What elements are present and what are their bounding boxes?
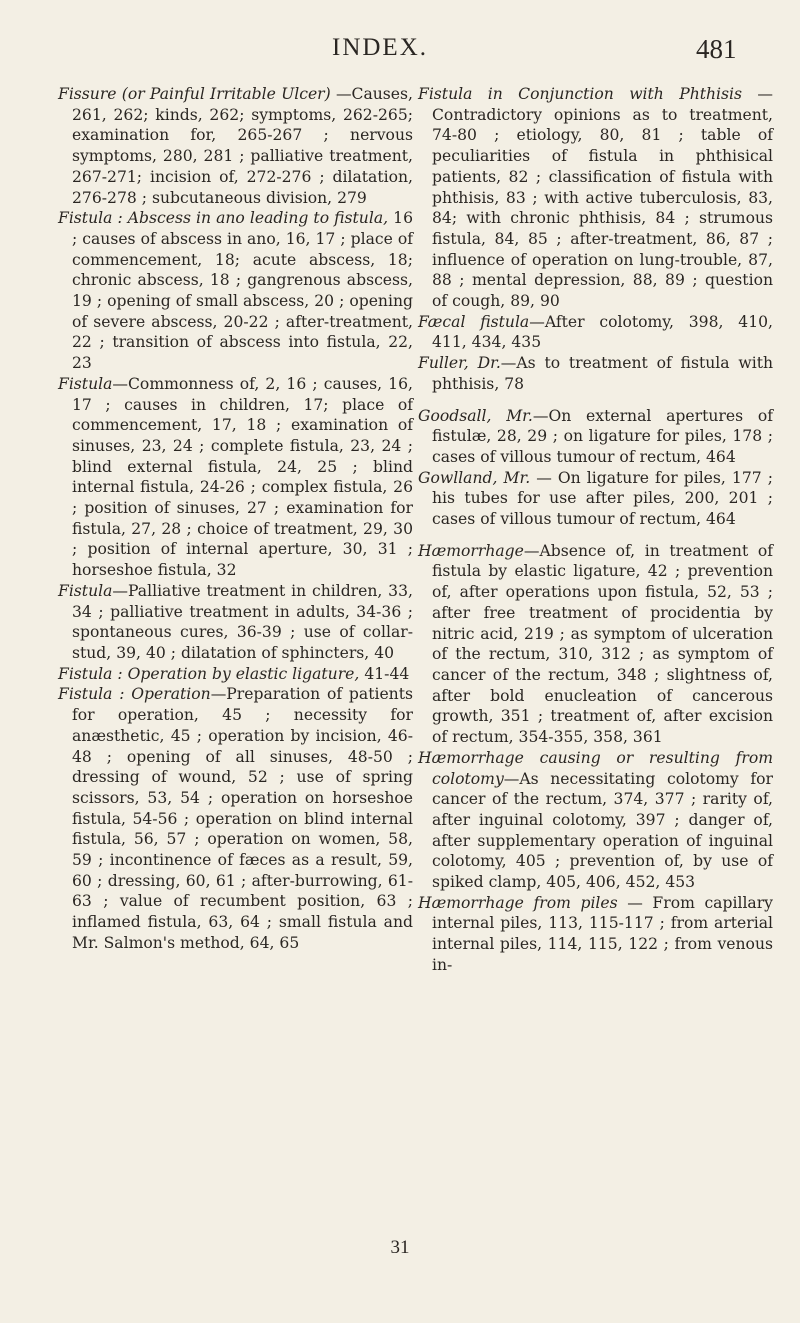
entry-heading: Fissure (or Painful Irritable Ulcer) [58, 85, 331, 103]
entry-heading: Fistula [58, 374, 113, 393]
running-title: INDEX. [332, 34, 429, 61]
entry-text: —Causes, 261, 262; kinds, 262; symptoms, 262-265; examination for, 265-267 ; nervous symptoms, 280, 281 ; palliative treatment, 267-271; incision of, 272-276 ; dilatation, 276-278 ; subcutaneous division, 279 [72, 85, 413, 207]
signature-mark: 31 [390, 1237, 410, 1258]
index-entry [418, 406, 773, 468]
index-entry [58, 208, 413, 374]
entry-heading: Hæmorrhage from piles [418, 893, 618, 912]
entry-heading: Fistula in Conjunction with Phthisis [418, 85, 743, 103]
entry-text: 41-44 [359, 664, 410, 683]
index-entry [58, 581, 413, 664]
entry-text: —As necessitating colotomy for cancer of the rectum, 374, 377 ; rarity of, after inguinal colotomy, 397 ; danger of, after supplementary operation of inguinal colotomy, 405 ; prevention of, by use of spiked clamp, 405, 406, 452, 453 [432, 769, 773, 892]
entry-text: — On ligature for piles, 177 ; his tubes for use after piles, 200, 201 ; cases of villous tumour of rectum, 464 [432, 468, 773, 529]
index-entry [418, 84, 773, 312]
entry-heading: Fistula : Operation [58, 685, 211, 704]
entry-heading: Fistula : Operation by elastic ligature, [58, 664, 360, 683]
index-entry [418, 541, 773, 748]
page-number: 481 [696, 34, 737, 64]
index-entry [418, 748, 773, 893]
left-column [58, 84, 413, 954]
index-entry [58, 664, 413, 685]
entry-text: —Palliative treatment in children, 33, 34 ; palliative treatment in adults, 34-36 ; spontaneous cures, 36-39 ; use of collar-stud, 39, 40 ; dilatation of sphincters, 40 [72, 581, 413, 662]
entry-text: — From capillary internal piles, 113, 115-117 ; from arterial internal piles, 114, 115, 122 ; from venous in- [432, 893, 773, 974]
index-entry [418, 312, 773, 353]
entry-heading: Fuller, Dr. [418, 354, 501, 373]
entry-text: —On external apertures of fistulæ, 28, 29 ; on ligature for piles, 178 ; cases of villous tumour of rectum, 464 [432, 406, 773, 466]
right-column [418, 84, 773, 976]
entry-text: —Contradictory opinions as to treatment, 74-80 ; etiology, 80, 81 ; table of peculiarities of fistula in phthisical patients, 82 ; classification of fistula with phthisis, 83 ; with active tuberculosis, 83, 84; with chronic phthisis, 84 ; strumous fistula, 84, 85 ; after-treatment, 86, 87 ; influence of operation on lung-trouble, 87, 88 ; mental depression, 88, 89 ; question of cough, 89, 90 [432, 85, 773, 311]
entry-heading: Gowlland, Mr. [418, 468, 531, 487]
entry-text: —Absence of, in treatment of fistula by elastic ligature, 42 ; prevention of, after operations upon fistula, 52, 53 ; after free treatment of procidentia by nitric acid, 219 ; as symptom of ulceration of the rectum, 310, 312 ; as symptom of cancer of the rectum, 348 ; slightness of, after bold enucleation of cancerous growth, 351 ; treatment of, after excision of rectum, 354-355, 358, 361 [432, 541, 773, 747]
index-entry [58, 84, 413, 208]
index-entry [418, 468, 773, 530]
entry-text: —As to treatment of fistula with phthisis, 78 [432, 354, 773, 393]
entry-heading: Goodsall, Mr. [418, 406, 533, 425]
entry-text: —Commonness of, 2, 16 ; causes, 16, 17 ; causes in children, 17; place of commencement, 17, 18 ; examination of sinuses, 23, 24 ; complete fistula, 23, 24 ; blind external fistula, 24, 25 ; blind internal fistula, 24-26 ; complex fistula, 26 ; position of sinuses, 27 ; examination for fistula, 27, 28 ; choice of treatment, 29, 30 ; position of internal aperture, 30, 31 ; horseshoe fistula, 32 [72, 374, 413, 580]
entry-text: 16 ; causes of abscess in ano, 16, 17 ; place of commencement, 18; acute abscess, 18; chronic abscess, 18 ; gangrenous abscess, 19 ; opening of small abscess, 20 ; opening of severe abscess, 20-22 ; after-treatment, 22 ; transition of abscess into fistula, 22, 23 [72, 209, 413, 373]
index-entry [58, 374, 413, 581]
index-entry [418, 353, 773, 394]
entry-heading: Fistula : Abscess in ano leading to fistula, [58, 209, 389, 228]
entry-heading: Hæmorrhage [418, 541, 524, 560]
page-header [0, 34, 800, 74]
index-entry [418, 893, 773, 976]
entry-heading: Fistula [58, 581, 113, 600]
entry-heading: Fæcal fistula [418, 312, 530, 331]
entry-text: —After colotomy, 398, 410, 411, 434, 435 [432, 312, 773, 352]
index-entry [58, 684, 413, 953]
entry-text: —Preparation of patients for operation, 45 ; necessity for anæsthetic, 45 ; operation by incision, 46-48 ; opening of all sinuses, 48-50 ; dressing of wound, 52 ; use of spring scissors, 53, 54 ; operation on horseshoe fistula, 54-56 ; operation on blind internal fistula, 56, 57 ; operation on women, 58, 59 ; incontinence of fæces as a result, 59, 60 ; dressing, 60, 61 ; after-burrowing, 61-63 ; value of recumbent position, 63 ; inflamed fistula, 63, 64 ; small fistula and Mr. Salmon's method, 64, 65 [72, 685, 413, 952]
entry-heading: Hæmorrhage causing or resulting from colotomy [418, 748, 773, 788]
